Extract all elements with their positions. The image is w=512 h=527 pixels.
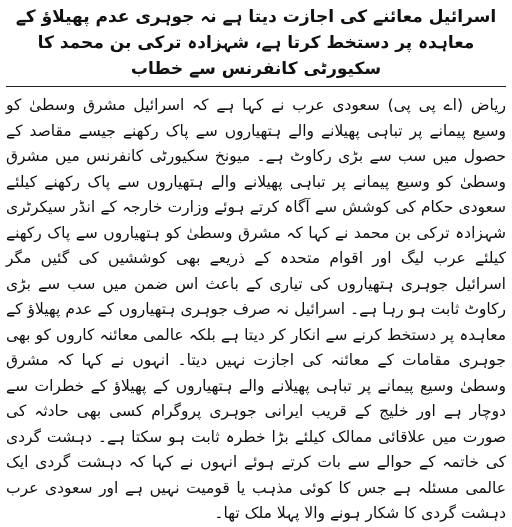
headline-divider [6, 86, 506, 87]
article-body: ریاض (اے پی پی) سعودی عرب نے کہا ہے کہ اسرائیل مشرق وسطیٰ کو وسیع پیمانے پر تباہی پھیلانے والے ہتھیاروں سے پاک رکھنے جیسے مقاصد کے حصول میں سب سے بڑی رکاوٹ ہے۔ میونخ سکیورٹی کانفرنس میں مشرق وسطیٰ کو وسیع پیمانے پر تباہی پھیلانے والے ہتھیاروں سے پاک رکھنے کیلئے سعودی حکام کی کوشش سے آگاہ کرتے ہوئے وزارت خارجہ کے انڈر سیکرٹری شہزادہ ترکی بن محمد نے کہا کہ مشرق وسطیٰ کو ہتھیاروں سے پاک رکھنے کیلئے عرب لیگ اور اقوام متحدہ کے ذریعے بھی کوششیں کی گئیں مگر اسرائیل جوہری ہتھیاروں کی تیاری کے باعث اس ضمن میں سب سے بڑی رکاوٹ ثابت ہو رہا ہے۔ اسرائیل نہ صرف جوہری ہتھیاروں کے عدم پھیلاؤ کے معاہدہ پر دستخط کرنے سے انکار کر دیتا ہے بلکہ عالمی معائنہ کاروں کو بھی جوہری مقامات کے معائنہ کی اجازت نہیں دیتا۔ انہوں نے کہا کہ مشرق وسطیٰ وسیع پیمانے پر تباہی پھیلانے والے ہتھیاروں کے پھیلاؤ کے خطرات سے دوچار ہے اور خلیج کے قریب ایرانی جوہری پروگرام کسی بھی حادثہ کی صورت میں علاقائی ممالک کیلئے بڑا خطرہ ثابت ہو سکتا ہے۔ دہشت گردی کی خاتمہ کے حوالے سے بات کرتے ہوئے انہوں نے کہا کہ دہشت گردی ایک عالمی مسئلہ ہے جس کا کوئی مذہب یا قومیت نہیں ہے اور سعودی عرب دہشت گردی کا شکار ہونے والا پہلا ملک تھا۔ [6, 96, 506, 522]
article-headline: اسرائیل معائنے کی اجازت دیتا ہے نہ جوہری عدم پھیلاؤ کے معاہدہ پر دستخط کرتا ہے، شہزادہ ترکی بن محمد کا سکیورٹی کانفرنس سے خطاب [15, 7, 497, 79]
